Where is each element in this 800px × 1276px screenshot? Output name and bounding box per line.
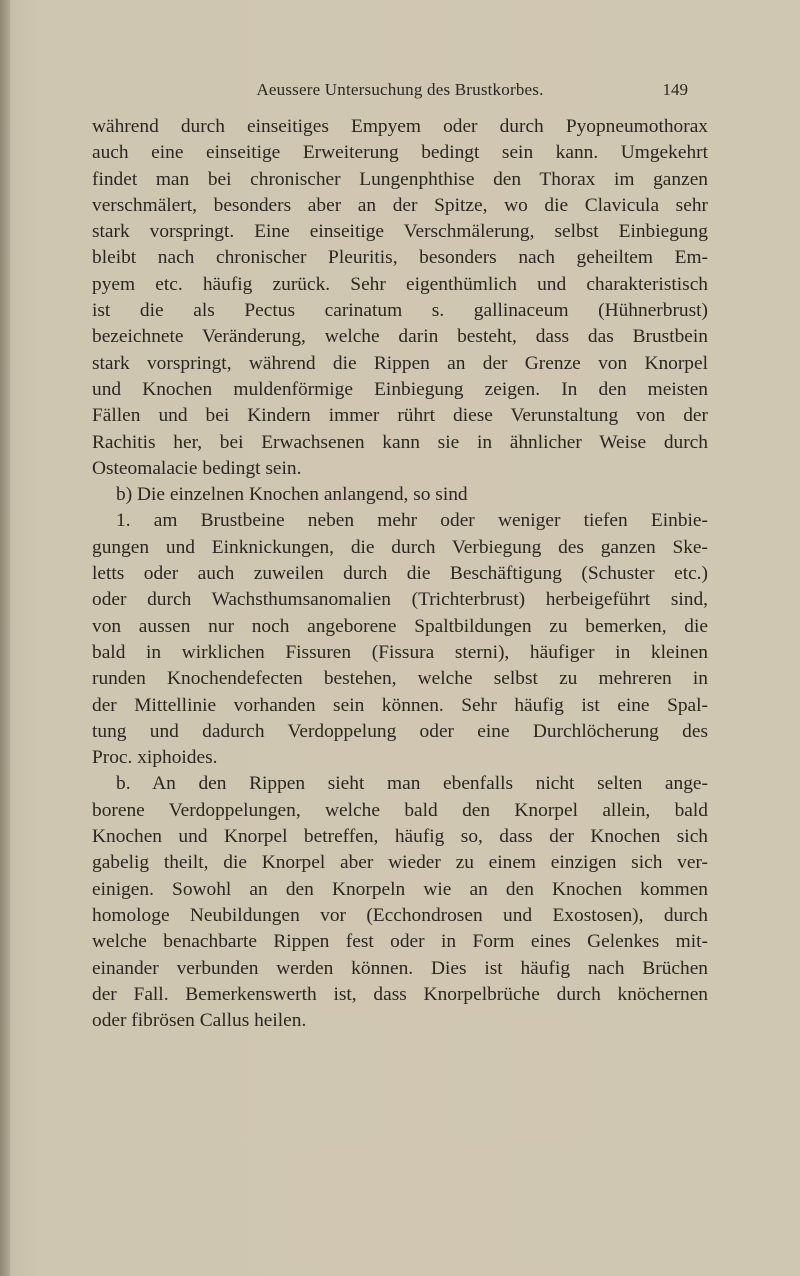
text-line: Osteomalacie bedingt sein. (92, 457, 302, 479)
text-line: stark vorspringt, während die Rippen an der Grenze von Knorpel (92, 352, 708, 374)
text-line: und Knochen muldenförmige Einbiegung zeigen. In den meisten (92, 378, 708, 400)
text-line: oder fibrösen Callus heilen. (92, 1010, 307, 1032)
text-line: einander verbunden werden können. Dies ist häufig nach Brüchen (92, 957, 708, 979)
text-line: b. An den Rippen sieht man ebenfalls nicht selten ange- (116, 773, 708, 795)
text-line: bald in wirklichen Fissuren (Fissura sterni), häufiger in kleinen (92, 641, 708, 663)
text-line: gabelig theilt, die Knorpel aber wieder zu einem einzigen sich ver- (92, 852, 708, 874)
text-line: b) Die einzelnen Knochen anlangend, so sind (116, 484, 468, 506)
text-line: bleibt nach chronischer Pleuritis, besonders nach geheiltem Em- (92, 247, 708, 269)
text-line: während durch einseitiges Empyem oder durch Pyopneumothorax (92, 116, 708, 137)
text-line: ist die als Pectus carinatum s. gallinaceum (Hühnerbrust) (92, 300, 708, 322)
page-gutter-shadow (0, 0, 10, 1276)
text-line: letts oder auch zuweilen durch die Beschäftigung (Schuster etc.) (92, 563, 708, 585)
text-line: borene Verdoppelungen, welche bald den Knorpel allein, bald (92, 799, 708, 821)
text-line: Fällen und bei Kindern immer rührt diese Verunstaltung von der (92, 405, 708, 427)
body-text (92, 114, 708, 1034)
text-line: tung und dadurch Verdoppelung oder eine Durchlöcherung des (92, 720, 708, 742)
text-line: findet man bei chronischer Lungenphthise den Thorax im ganzen (92, 168, 708, 190)
text-line: 1. am Brustbeine neben mehr oder weniger tiefen Einbie- (116, 510, 708, 532)
text-line: von aussen nur noch angeborene Spaltbildungen zu bemerken, die (92, 615, 708, 637)
text-line: Rachitis her, bei Erwachsenen kann sie in ähnlicher Weise durch (92, 431, 708, 453)
running-title: Aeussere Untersuchung des Brustkorbes. (256, 80, 544, 99)
text-line: der Mittellinie vorhanden sein können. Sehr häufig ist eine Spal- (92, 694, 708, 716)
text-line: Knochen und Knorpel betreffen, häufig so, dass der Knochen sich (92, 826, 708, 848)
text-line: welche benachbarte Rippen fest oder in Form eines Gelenkes mit- (92, 931, 708, 953)
text-line: bezeichnete Veränderung, welche darin besteht, dass das Brustbein (92, 326, 708, 348)
text-line: Proc. xiphoides. (92, 747, 218, 769)
page-number: 149 (662, 80, 688, 99)
text-line: verschmälert, besonders aber an der Spitze, wo die Clavicula sehr (92, 194, 708, 216)
page-header (0, 80, 800, 104)
text-line: auch eine einseitige Erweiterung bedingt sein kann. Umgekehrt (92, 142, 708, 164)
text-line: oder durch Wachsthumsanomalien (Trichterbrust) herbeigeführt sind, (92, 589, 708, 611)
text-line: gungen und Einknickungen, die durch Verbiegung des ganzen Ske- (92, 536, 708, 558)
text-line: homologe Neubildungen vor (Ecchondrosen und Exostosen), durch (92, 904, 708, 926)
text-line: stark vorspringt. Eine einseitige Verschmälerung, selbst Einbiegung (92, 221, 708, 243)
text-line: runden Knochendefecten bestehen, welche selbst zu mehreren in (92, 668, 708, 690)
text-line: der Fall. Bemerkenswerth ist, dass Knorpelbrüche durch knöchernen (92, 983, 708, 1005)
text-line: einigen. Sowohl an den Knorpeln wie an den Knochen kommen (92, 878, 708, 900)
text-line: pyem etc. häufig zurück. Sehr eigenthümlich und charakteristisch (92, 273, 708, 295)
